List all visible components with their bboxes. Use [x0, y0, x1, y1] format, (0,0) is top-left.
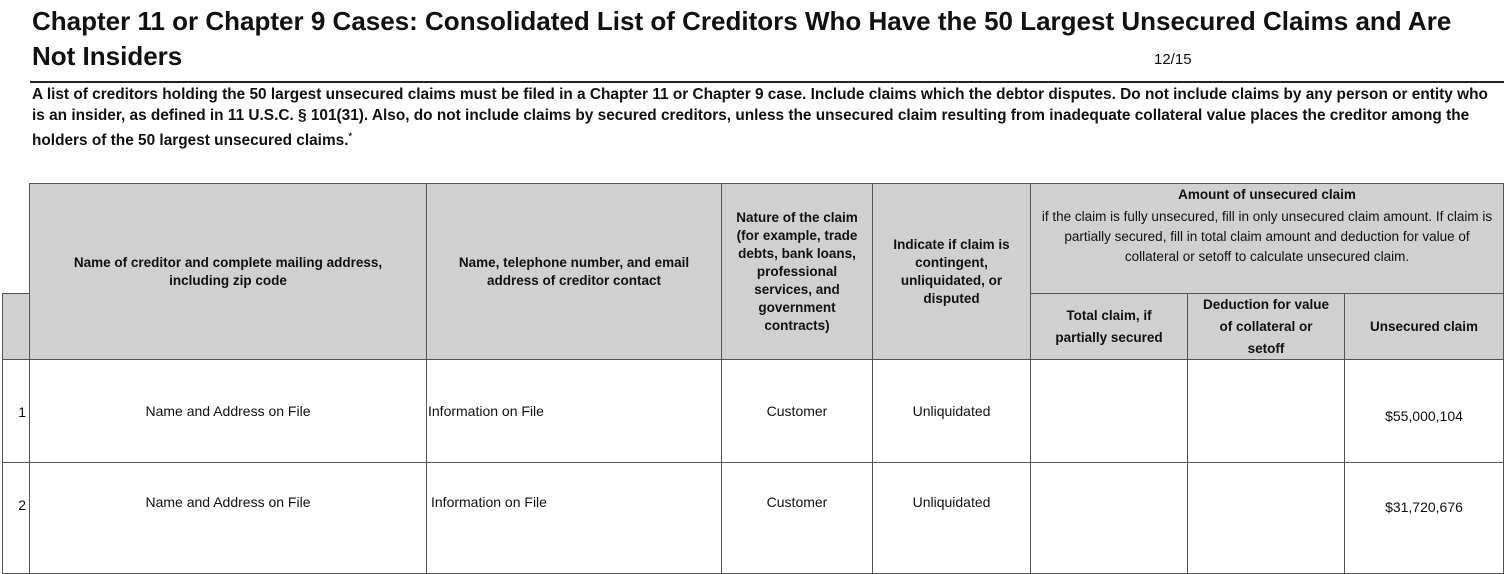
instructions-text: A list of creditors holding the 50 largest unsecured claims must be filed in a Chapter 11 or Chapter 9 case. Include claims which the debtor disputes. Do not include claims by any person or entity who is an insider, as defined in 11 U.S.C. § 101(31). Also, do not include claims by secured creditors, unless the unsecured claim resulting from inadequate collateral value places the creditor among the holders of the 50 largest unsecured claims.	[32, 86, 1488, 150]
amount-header	[1030, 183, 1504, 294]
total-claim-header: Total claim, if partially secured	[1030, 293, 1188, 360]
row-number-header	[2, 293, 30, 360]
deduction-cell	[1187, 359, 1345, 463]
nature-header: Nature of the claim (for example, trade debts, bank loans, professional services, and government contracts)	[721, 183, 873, 360]
indicate-header: Indicate if claim is contingent, unliquidated, or disputed	[872, 183, 1031, 360]
creditor-cell: Name and Address on File	[29, 359, 427, 463]
deduction-header: Deduction for value of collateral or setoff	[1187, 293, 1345, 360]
total-claim-cell	[1030, 359, 1188, 463]
deduction-cell	[1187, 462, 1345, 574]
unsecured-claim-header: Unsecured claim	[1344, 293, 1504, 360]
footnote-mark: *	[348, 131, 352, 141]
nature-cell: Customer	[721, 462, 873, 574]
revision-date: 12/15	[1154, 51, 1192, 68]
nature-cell: Customer	[721, 359, 873, 463]
creditor-cell: Name and Address on File	[29, 462, 427, 574]
contact-cell: Information on File	[426, 359, 722, 463]
indicate-cell: Unliquidated	[872, 359, 1031, 463]
amount-note: if the claim is fully unsecured, fill in only unsecured claim amount. If claim is partially secured, fill in total claim amount and deduction for value of collateral or setoff to calculate unsecured claim.	[1041, 209, 1493, 264]
creditors-table	[2, 183, 1504, 572]
unsecured-claim-cell: $31,720,676	[1344, 462, 1504, 574]
indicate-cell: Unliquidated	[872, 462, 1031, 574]
creditor-header: Name of creditor and complete mailing address, including zip code	[29, 183, 427, 360]
instructions	[32, 84, 1498, 151]
total-claim-cell	[1030, 462, 1188, 574]
row-number: 1	[2, 359, 30, 463]
title-rule	[30, 81, 1504, 83]
row-number: 2	[2, 462, 30, 574]
contact-cell: Information on File	[426, 462, 722, 574]
unsecured-claim-cell: $55,000,104	[1344, 359, 1504, 463]
contact-header: Name, telephone number, and email address of creditor contact	[426, 183, 722, 360]
amount-title: Amount of unsecured claim	[1178, 187, 1356, 202]
form-title: Chapter 11 or Chapter 9 Cases: Consolidated List of Creditors Who Have the 50 Largest Unsecured Claims and Are Not Insiders	[32, 6, 1452, 71]
